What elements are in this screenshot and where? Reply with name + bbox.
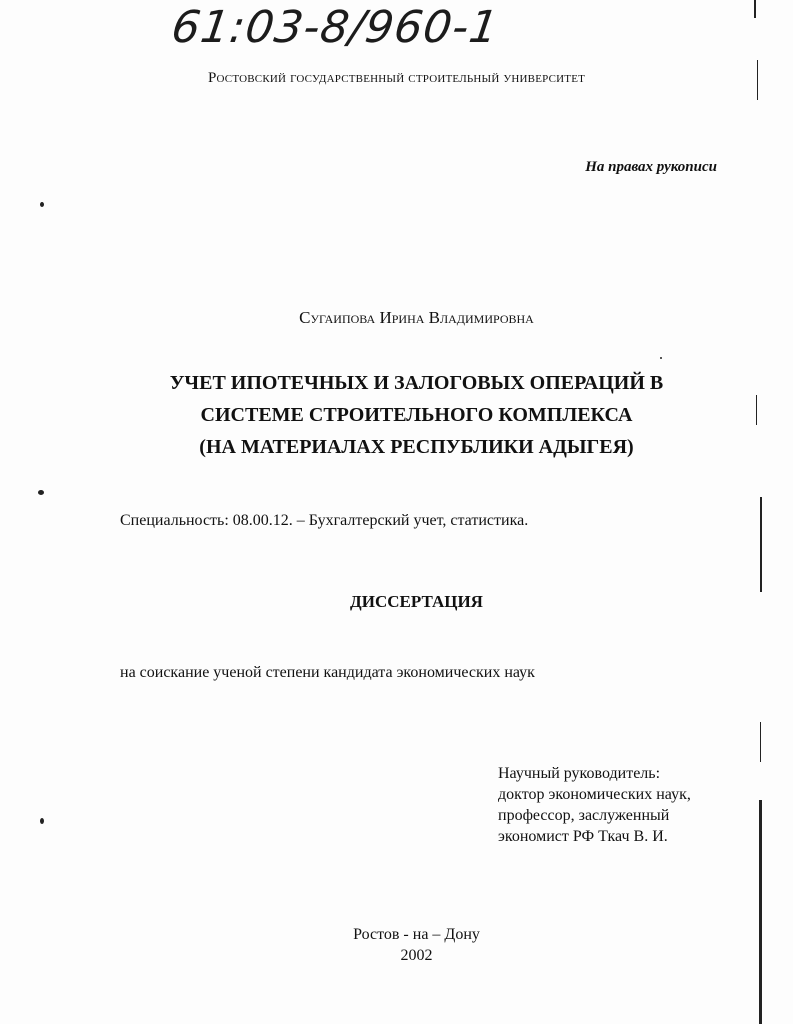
title-line: УЧЕТ ИПОТЕЧНЫХ И ЗАЛОГОВЫХ ОПЕРАЦИЙ В xyxy=(169,372,664,394)
place-and-year xyxy=(0,924,793,966)
scan-edge-mark xyxy=(756,395,757,425)
document-type: ДИССЕРТАЦИЯ xyxy=(350,592,483,611)
dissertation-title xyxy=(0,367,793,463)
specialty: Специальность: 08.00.12. – Бухгалтерский учет, статистика. xyxy=(120,512,529,529)
scan-speck xyxy=(660,357,662,359)
scan-speck xyxy=(40,818,44,824)
handwritten-archive-number: 61:03-8/960-1 xyxy=(168,2,502,53)
scan-edge-mark xyxy=(754,0,756,18)
title-line: СИСТЕМЕ СТРОИТЕЛЬНОГО КОМПЛЕКСА xyxy=(200,404,633,426)
author-name: Сугаипова Ирина Владимировна xyxy=(299,308,534,327)
scan-edge-mark xyxy=(760,497,762,592)
supervisor-block xyxy=(498,763,691,847)
supervisor-line: профессор, заслуженный xyxy=(498,807,670,824)
degree-sought: на соискание ученой степени кандидата экономических наук xyxy=(120,664,535,681)
scan-speck xyxy=(40,202,44,207)
scan-edge-mark xyxy=(760,722,761,762)
manuscript-note: На правах рукописи xyxy=(585,159,717,175)
scan-edge-mark xyxy=(759,800,762,1024)
supervisor-line: Научный руководитель: xyxy=(498,765,661,782)
year: 2002 xyxy=(400,947,433,964)
city: Ростов - на – Дону xyxy=(353,926,480,943)
university-name: Ростовский государственный строительный университет xyxy=(207,70,586,86)
scan-edge-mark xyxy=(757,60,758,100)
title-line: (НА МАТЕРИАЛАХ РЕСПУБЛИКИ АДЫГЕЯ) xyxy=(199,436,634,458)
scan-speck xyxy=(38,490,44,495)
supervisor-line: экономист РФ Ткач В. И. xyxy=(498,828,668,845)
supervisor-line: доктор экономических наук, xyxy=(498,786,691,803)
